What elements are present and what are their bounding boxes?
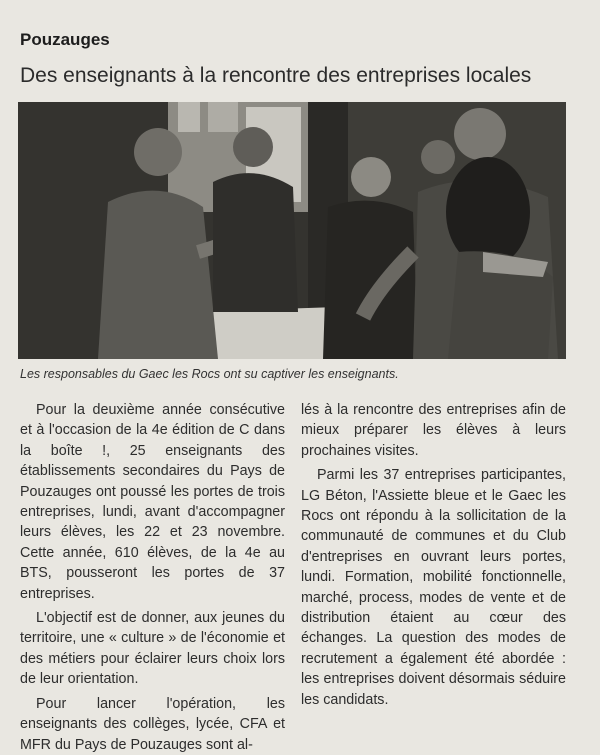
article-column-left bbox=[20, 400, 285, 755]
article-locality: Pouzauges bbox=[20, 30, 110, 49]
paragraph: L'objectif est de donner, aux jeunes du territoire, une « culture » de l'économie et des métiers pour éclairer leurs choix lors de leur orientation. bbox=[20, 610, 285, 688]
paragraph: Parmi les 37 entreprises participantes, LG Béton, l'Assiette bleue et le Gaec les Rocs ont répondu à la sollicitation de la communauté de communes et du Club d'entreprises en ouvrant leurs portes, lundi. Formation, mobilité fonctionnelle, marché, process, modes de vente et de distribution étaient au cœur des échanges. La question des modes de recrutement a également été abordée : les entreprises doivent désormais séduire les candidats. bbox=[301, 467, 566, 708]
photo-caption: Les responsables du Gaec les Rocs ont su captiver les enseignants. bbox=[20, 367, 399, 381]
paragraph: Pour lancer l'opération, les enseignants des collèges, lycée, CFA et MFR du Pays de Pouzauges sont al- bbox=[20, 695, 285, 753]
paragraph: Pour la deuxième année consécutive et à l'occasion de la 4e édition de C dans la boîte !, 25 enseignants des établissements secondaires du Pays de Pouzauges ont poussé les portes de trois entreprises, lundi, avant d'accompagner leurs élèves, les 22 et 23 novembre. Cette année, 610 élèves, de la 4e au BTS, pousseront les portes de 37 entreprises. bbox=[20, 402, 285, 602]
article-headline: Des enseignants à la rencontre des entreprises locales bbox=[20, 64, 532, 87]
article-column-right bbox=[301, 400, 566, 710]
photo-scene bbox=[18, 102, 566, 359]
paragraph: lés à la rencontre des entreprises afin de mieux préparer les élèves à leurs prochaines visites. bbox=[301, 402, 566, 459]
article-photo bbox=[18, 102, 566, 359]
